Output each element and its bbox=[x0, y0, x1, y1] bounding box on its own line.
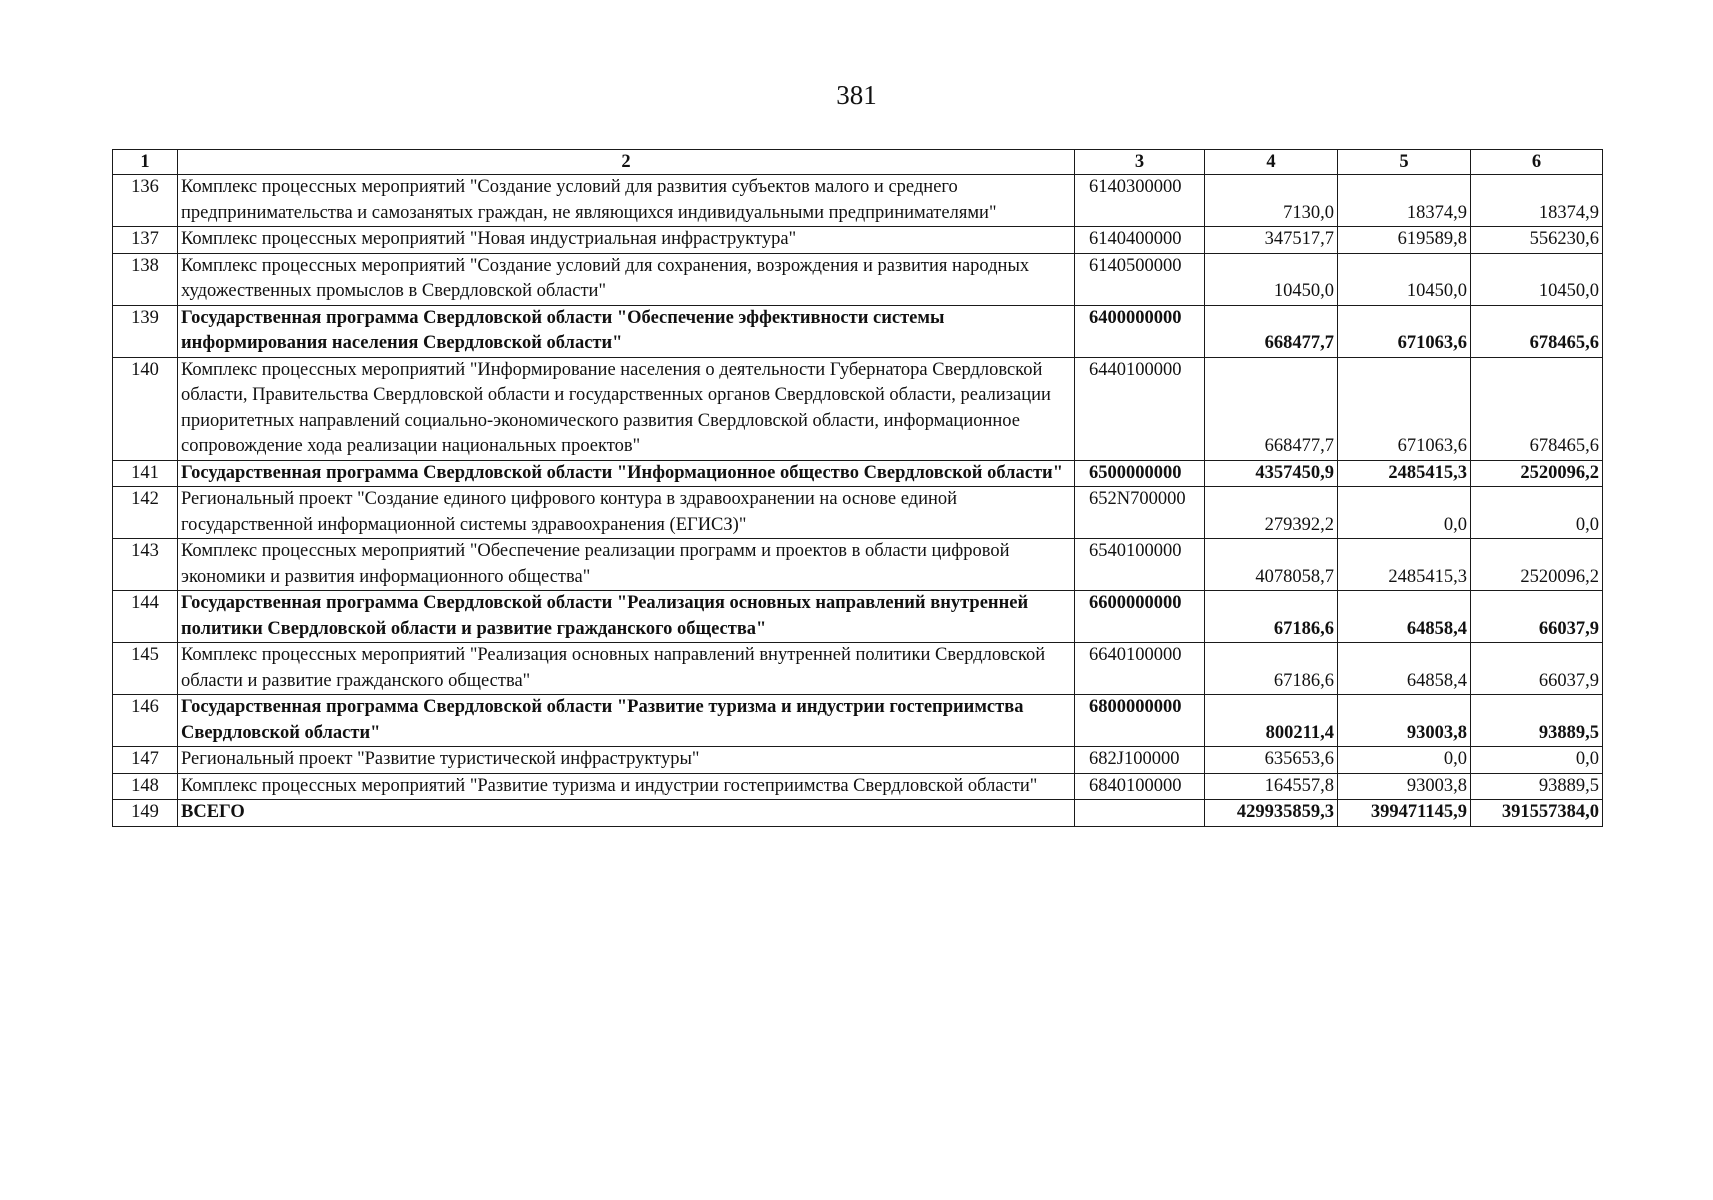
table-row bbox=[113, 175, 1603, 227]
table-row bbox=[113, 227, 1603, 254]
row-code: 652N700000 bbox=[1075, 487, 1205, 539]
row-value-col-6: 391557384,0 bbox=[1471, 800, 1603, 827]
row-value-col-4: 67186,6 bbox=[1205, 591, 1338, 643]
row-value-col-4: 10450,0 bbox=[1205, 253, 1338, 305]
row-code: 6400000000 bbox=[1075, 305, 1205, 357]
row-value-col-4: 164557,8 bbox=[1205, 773, 1338, 800]
header-col-5: 5 bbox=[1338, 150, 1471, 175]
row-value-col-6: 678465,6 bbox=[1471, 357, 1603, 460]
row-number: 143 bbox=[113, 539, 178, 591]
row-value-col-5: 0,0 bbox=[1338, 747, 1471, 774]
row-number: 149 bbox=[113, 800, 178, 827]
row-value-col-4: 67186,6 bbox=[1205, 643, 1338, 695]
row-name: Комплекс процессных мероприятий "Реализация основных направлений внутренней политики Свердловской области и развитие гражданского общества" bbox=[178, 643, 1075, 695]
row-value-col-5: 671063,6 bbox=[1338, 357, 1471, 460]
row-value-col-6: 18374,9 bbox=[1471, 175, 1603, 227]
table-row bbox=[113, 747, 1603, 774]
row-value-col-4: 429935859,3 bbox=[1205, 800, 1338, 827]
row-number: 137 bbox=[113, 227, 178, 254]
row-code: 6140300000 bbox=[1075, 175, 1205, 227]
table-row bbox=[113, 643, 1603, 695]
row-value-col-6: 93889,5 bbox=[1471, 773, 1603, 800]
row-value-col-5: 64858,4 bbox=[1338, 643, 1471, 695]
row-code: 682J100000 bbox=[1075, 747, 1205, 774]
table-row bbox=[113, 357, 1603, 460]
row-number: 147 bbox=[113, 747, 178, 774]
row-value-col-5: 2485415,3 bbox=[1338, 539, 1471, 591]
table-row bbox=[113, 591, 1603, 643]
row-value-col-6: 10450,0 bbox=[1471, 253, 1603, 305]
row-name: Комплекс процессных мероприятий "Создание условий для развития субъектов малого и среднего предпринимательства и самозанятых граждан, не являющихся индивидуальными предпринимателями" bbox=[178, 175, 1075, 227]
row-value-col-6: 556230,6 bbox=[1471, 227, 1603, 254]
row-name: Государственная программа Свердловской области "Информационное общество Свердловской области" bbox=[178, 460, 1075, 487]
row-number: 139 bbox=[113, 305, 178, 357]
row-value-col-5: 10450,0 bbox=[1338, 253, 1471, 305]
row-value-col-5: 399471145,9 bbox=[1338, 800, 1471, 827]
row-value-col-4: 668477,7 bbox=[1205, 357, 1338, 460]
row-code: 6840100000 bbox=[1075, 773, 1205, 800]
row-value-col-5: 93003,8 bbox=[1338, 773, 1471, 800]
row-number: 141 bbox=[113, 460, 178, 487]
row-name: Государственная программа Свердловской области "Развитие туризма и индустрии гостеприимства Свердловской области" bbox=[178, 695, 1075, 747]
row-value-col-6: 66037,9 bbox=[1471, 591, 1603, 643]
table-row bbox=[113, 695, 1603, 747]
row-name: Комплекс процессных мероприятий "Информирование населения о деятельности Губернатора Свердловской области, Правительства Свердловской области и государственных органов Свердловской области, реализации приоритетных направлений социально-экономического развития Свердловской области, информационное сопровождение хода реализации национальных проектов" bbox=[178, 357, 1075, 460]
row-code: 6500000000 bbox=[1075, 460, 1205, 487]
row-name: Региональный проект "Развитие туристической инфраструктуры" bbox=[178, 747, 1075, 774]
row-value-col-4: 4078058,7 bbox=[1205, 539, 1338, 591]
row-value-col-4: 668477,7 bbox=[1205, 305, 1338, 357]
row-value-col-6: 93889,5 bbox=[1471, 695, 1603, 747]
header-col-2: 2 bbox=[178, 150, 1075, 175]
header-col-4: 4 bbox=[1205, 150, 1338, 175]
row-value-col-4: 7130,0 bbox=[1205, 175, 1338, 227]
row-code bbox=[1075, 800, 1205, 827]
row-name: Комплекс процессных мероприятий "Создание условий для сохранения, возрождения и развития народных художественных промыслов в Свердловской области" bbox=[178, 253, 1075, 305]
row-number: 136 bbox=[113, 175, 178, 227]
header-col-6: 6 bbox=[1471, 150, 1603, 175]
row-number: 142 bbox=[113, 487, 178, 539]
row-value-col-5: 0,0 bbox=[1338, 487, 1471, 539]
row-name: Комплекс процессных мероприятий "Обеспечение реализации программ и проектов в области цифровой экономики и развития информационного общества" bbox=[178, 539, 1075, 591]
row-value-col-6: 0,0 bbox=[1471, 487, 1603, 539]
table-row bbox=[113, 460, 1603, 487]
row-code: 6800000000 bbox=[1075, 695, 1205, 747]
row-value-col-6: 0,0 bbox=[1471, 747, 1603, 774]
row-code: 6440100000 bbox=[1075, 357, 1205, 460]
row-value-col-6: 2520096,2 bbox=[1471, 539, 1603, 591]
row-code: 6140500000 bbox=[1075, 253, 1205, 305]
table-header bbox=[113, 150, 1603, 175]
table-row bbox=[113, 305, 1603, 357]
table-row bbox=[113, 253, 1603, 305]
row-value-col-5: 64858,4 bbox=[1338, 591, 1471, 643]
row-code: 6640100000 bbox=[1075, 643, 1205, 695]
table-body bbox=[113, 175, 1603, 827]
row-value-col-4: 279392,2 bbox=[1205, 487, 1338, 539]
row-code: 6140400000 bbox=[1075, 227, 1205, 254]
row-value-col-6: 2520096,2 bbox=[1471, 460, 1603, 487]
row-number: 146 bbox=[113, 695, 178, 747]
row-name: Государственная программа Свердловской области "Обеспечение эффективности системы информирования населения Свердловской области" bbox=[178, 305, 1075, 357]
row-value-col-4: 4357450,9 bbox=[1205, 460, 1338, 487]
row-code: 6540100000 bbox=[1075, 539, 1205, 591]
header-col-1: 1 bbox=[113, 150, 178, 175]
row-value-col-4: 800211,4 bbox=[1205, 695, 1338, 747]
row-code: 6600000000 bbox=[1075, 591, 1205, 643]
row-value-col-5: 671063,6 bbox=[1338, 305, 1471, 357]
row-value-col-4: 347517,7 bbox=[1205, 227, 1338, 254]
row-number: 145 bbox=[113, 643, 178, 695]
row-number: 138 bbox=[113, 253, 178, 305]
row-value-col-6: 66037,9 bbox=[1471, 643, 1603, 695]
page-number: 381 bbox=[836, 80, 877, 110]
row-value-col-6: 678465,6 bbox=[1471, 305, 1603, 357]
row-value-col-5: 18374,9 bbox=[1338, 175, 1471, 227]
row-value-col-5: 619589,8 bbox=[1338, 227, 1471, 254]
row-name: Комплекс процессных мероприятий "Развитие туризма и индустрии гостеприимства Свердловской области" bbox=[178, 773, 1075, 800]
row-value-col-5: 2485415,3 bbox=[1338, 460, 1471, 487]
table-row bbox=[113, 773, 1603, 800]
row-value-col-4: 635653,6 bbox=[1205, 747, 1338, 774]
row-name: Государственная программа Свердловской области "Реализация основных направлений внутренней политики Свердловской области и развитие гражданского общества" bbox=[178, 591, 1075, 643]
budget-table bbox=[112, 149, 1603, 827]
header-col-3: 3 bbox=[1075, 150, 1205, 175]
row-number: 140 bbox=[113, 357, 178, 460]
row-value-col-5: 93003,8 bbox=[1338, 695, 1471, 747]
row-name: Комплекс процессных мероприятий "Новая индустриальная инфраструктура" bbox=[178, 227, 1075, 254]
row-name: ВСЕГО bbox=[178, 800, 1075, 827]
table-row bbox=[113, 800, 1603, 827]
row-number: 144 bbox=[113, 591, 178, 643]
table-row bbox=[113, 539, 1603, 591]
header-row bbox=[113, 150, 1603, 175]
row-name: Региональный проект "Создание единого цифрового контура в здравоохранении на основе единой государственной информационной системы здравоохранения (ЕГИСЗ)" bbox=[178, 487, 1075, 539]
table-row bbox=[113, 487, 1603, 539]
row-number: 148 bbox=[113, 773, 178, 800]
